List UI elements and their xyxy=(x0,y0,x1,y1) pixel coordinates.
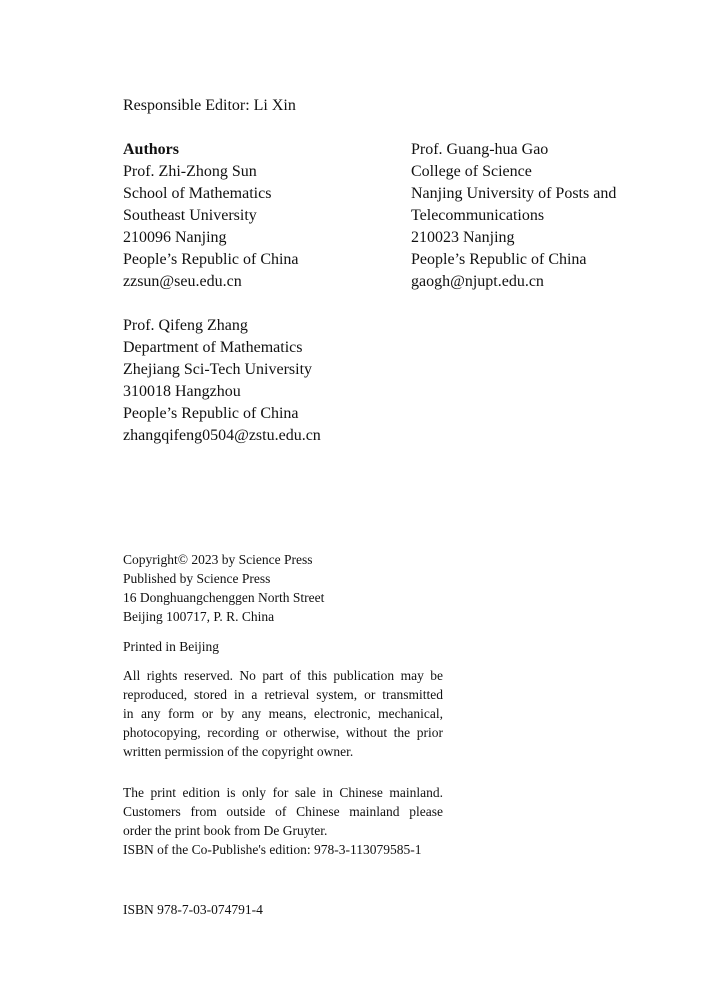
author-affiliation-line: Southeast University xyxy=(123,207,257,224)
author-affiliation-line: People’s Republic of China xyxy=(411,251,587,268)
author-affiliation-line: Department of Mathematics xyxy=(123,339,303,356)
author-email: gaogh@njupt.edu.cn xyxy=(411,273,544,290)
author-name: Prof. Qifeng Zhang xyxy=(123,317,248,334)
publisher-line: Published by Science Press xyxy=(123,571,271,586)
copyright-line: Copyright© 2023 by Science Press xyxy=(123,552,313,567)
printed-in: Printed in Beijing xyxy=(123,639,219,654)
isbn-copublisher: ISBN of the Co-Publishe's edition: 978-3-113079585-1 xyxy=(123,842,422,857)
author-name: Prof. Zhi-Zhong Sun xyxy=(123,163,257,180)
author-email: zzsun@seu.edu.cn xyxy=(123,273,242,290)
paragraph-line: order the print book from De Gruyter. xyxy=(123,823,328,838)
author-affiliation-line: People’s Republic of China xyxy=(123,251,299,268)
author-affiliation-line: College of Science xyxy=(411,163,532,180)
copyright-block xyxy=(123,550,324,626)
paragraph-line: Customers from outside of Chinese mainland please xyxy=(123,804,443,819)
sale-notice-paragraph xyxy=(123,783,443,840)
author-affiliation-line: 210023 Nanjing xyxy=(411,229,515,246)
author-email: zhangqifeng0504@zstu.edu.cn xyxy=(123,427,321,444)
paragraph-line: reproduced, stored in a retrieval system, or transmitted xyxy=(123,687,443,702)
author-affiliation-line: Telecommunications xyxy=(411,207,545,224)
author-affiliation-line: 210096 Nanjing xyxy=(123,229,227,246)
paragraph-line: All rights reserved. No part of this publication may be xyxy=(123,668,443,683)
paragraph-line: in any form or by any means, electronic, mechanical, xyxy=(123,706,443,721)
author-affiliation-line: Nanjing University of Posts and xyxy=(411,185,617,202)
author-name: Prof. Guang-hua Gao xyxy=(411,141,549,158)
isbn-main: ISBN 978-7-03-074791-4 xyxy=(123,902,263,917)
paragraph-line: written permission of the copyright owner. xyxy=(123,744,354,759)
author-affiliation-line: Zhejiang Sci-Tech University xyxy=(123,361,313,378)
paragraph-line: photocopying, recording or otherwise, without the prior xyxy=(123,725,443,740)
author-affiliation-line: People’s Republic of China xyxy=(123,405,299,422)
address-line: 16 Donghuangchenggen North Street xyxy=(123,590,325,605)
authors-heading: Authors xyxy=(123,141,180,158)
rights-reserved-paragraph xyxy=(123,666,443,761)
author-affiliation-line: 310018 Hangzhou xyxy=(123,383,241,400)
author-block-sun xyxy=(123,139,299,293)
author-block-gao xyxy=(411,139,616,293)
responsible-editor: Responsible Editor: Li Xin xyxy=(123,97,296,114)
address-line: Beijing 100717, P. R. China xyxy=(123,609,275,624)
author-block-zhang xyxy=(123,315,321,447)
author-affiliation-line: School of Mathematics xyxy=(123,185,272,202)
paragraph-line: The print edition is only for sale in Chinese mainland. xyxy=(123,785,443,800)
